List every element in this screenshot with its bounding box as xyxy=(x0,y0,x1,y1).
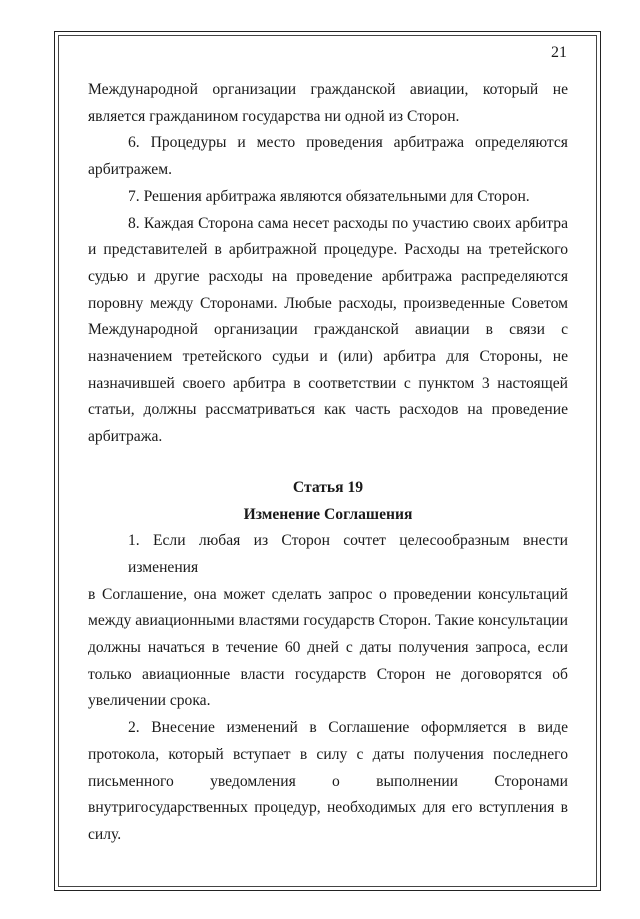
text-line: 2. Внесение изменений в Соглашение оформляется в виде xyxy=(128,719,568,737)
document-body xyxy=(88,77,568,849)
text-line: протокола, который вступает в силу с даты получения последнего xyxy=(88,745,568,763)
text-line: только авиационные власти государств Сторон не договорятся об xyxy=(88,665,568,683)
text-line: увеличении срока. xyxy=(88,692,211,710)
section-gap xyxy=(88,451,568,475)
top-paragraphs xyxy=(88,77,568,451)
text-line: и представителей в арбитражной процедуре. Расходы на третейского xyxy=(88,241,568,259)
text-line: является гражданином государства ни одной из Сторон. xyxy=(88,107,460,125)
text-line: Международной организации гражданской авиации в связи с xyxy=(88,321,568,339)
text-line: арбитражем. xyxy=(88,161,172,179)
article-number-heading: Статья 19 xyxy=(292,478,364,496)
paragraph xyxy=(88,77,568,130)
page-number: 21 xyxy=(551,44,567,61)
paragraph xyxy=(88,184,568,211)
text-line: силу. xyxy=(88,825,122,843)
text-line: 8. Каждая Сторона сама несет расходы по участию своих арбитра xyxy=(128,214,568,232)
text-line: 1. Если любая из Сторон сочтет целесообразным внести изменения xyxy=(128,532,568,576)
text-line: письменного уведомления о выполнении Сторонами xyxy=(88,772,568,790)
text-line: поровну между Сторонами. Любые расходы, произведенные Советом xyxy=(88,294,568,312)
text-line: должны начаться в течение 60 дней с даты получения запроса, если xyxy=(88,639,568,657)
paragraph xyxy=(88,715,568,849)
text-line: 6. Процедуры и место проведения арбитража определяются xyxy=(128,134,568,152)
article-paragraphs xyxy=(88,528,568,848)
article-title-heading: Изменение Соглашения xyxy=(243,505,413,523)
paragraph xyxy=(88,211,568,451)
text-line: назначившей своего арбитра в соответствии с пунктом 3 настоящей xyxy=(88,374,568,392)
paragraph xyxy=(88,130,568,183)
text-line: статьи, должны рассматриваться как часть расходов на проведение xyxy=(88,401,568,419)
text-line: в Соглашение, она может сделать запрос о проведении консультаций xyxy=(88,585,568,603)
text-line: арбитража. xyxy=(88,428,163,446)
paragraph xyxy=(88,528,568,715)
text-line: 7. Решения арбитража являются обязательными для Сторон. xyxy=(128,187,530,205)
text-line: между авиационными властями государств Сторон. Такие консультации xyxy=(88,612,568,630)
text-line: назначением третейского судьи и (или) арбитра для Стороны, не xyxy=(88,348,568,366)
text-line: судью и другие расходы на проведение арбитража распределяются xyxy=(88,267,568,285)
text-line: внутригосударственных процедур, необходимых для его вступления в xyxy=(88,799,568,817)
text-line: Международной организации гражданской авиации, который не xyxy=(88,81,568,98)
